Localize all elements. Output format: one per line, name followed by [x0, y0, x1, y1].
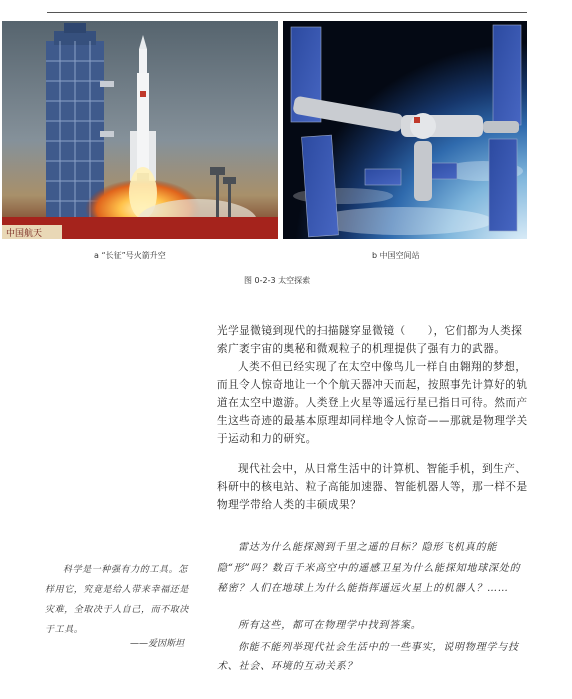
banner-text: 中国航天: [6, 229, 43, 239]
paragraph-4: 雷达为什么能探测到千里之遥的目标？隐形飞机真的能隐“形”吗？数百千米高空中的遥感卫星为什么能探知地球深处的秘密？人们在地球上为什么能指挥遥远火星上的机器人？……: [217, 542, 521, 594]
space-station-illustration: [283, 21, 527, 239]
figure-caption: 图 0-2-3 太空探索: [244, 276, 311, 285]
paragraph-6: 你能不能列举现代社会生活中的一些事实，说明物理学与技术、社会、环境的互动关系？: [217, 642, 519, 672]
rocket-launch-illustration: [2, 21, 278, 239]
paragraph-5: 所有这些，都可在物理学中找到答案。: [238, 620, 422, 631]
rocket-launch-photo: [2, 21, 278, 239]
paragraph-1: 光学显微镜到现代的扫描隧穿显微镜（ ），它们都为人类探索广袤宇宙的奥秘和微观粒子的机理提供了强有力的武器。: [217, 325, 523, 355]
top-rule: [47, 12, 527, 13]
paragraph-3: 现代社会中，从日常生活中的计算机、智能手机，到生产、科研中的核电站、粒子高能加速器、智能机器人等，那一样不是物理学带给人类的丰硕成果？: [217, 463, 528, 511]
quote-author: ——爱因斯坦: [130, 639, 185, 649]
margin-quote: 科学是一种强有力的工具。怎样用它，究竟是给人带来幸福还是灾难，全取决于人自己，而不取决于工具。: [45, 565, 190, 635]
photo-a-caption: a “长征”号火箭升空: [94, 251, 166, 260]
paragraph-2: 人类不但已经实现了在太空中像鸟儿一样自由翱翔的梦想，而且令人惊奇地让一个个航天器冲天而起，按照事先计算好的轨道在太空中遨游。人类登上火星等遥远行星已指日可待。然而产生这些奇迹的最基本原理却同样地令人惊奇——那就是物理学关于运动和力的研究。: [217, 361, 528, 445]
photo-b-caption: b 中国空间站: [372, 251, 420, 260]
space-station-photo: [283, 21, 527, 239]
